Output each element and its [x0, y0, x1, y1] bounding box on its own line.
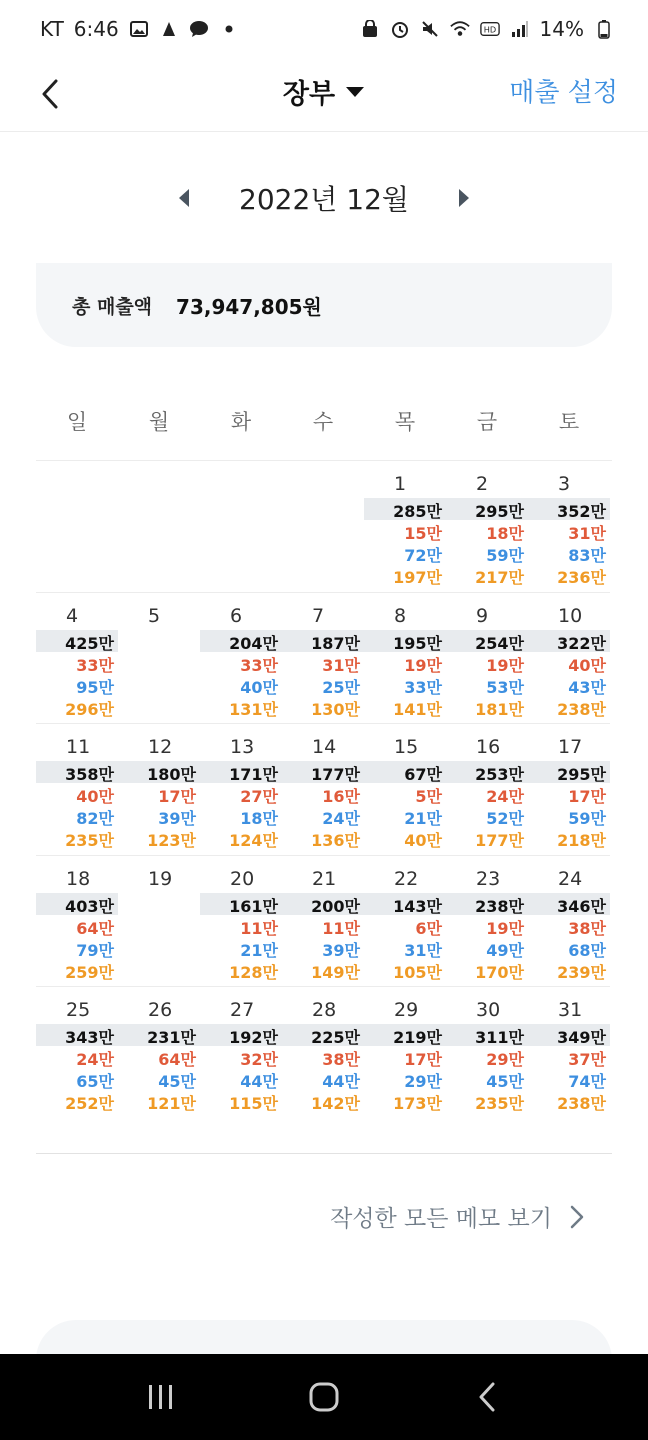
sales-amount-blue: 83만 — [568, 546, 606, 565]
sales-amount-red: 17만 — [158, 787, 196, 806]
sales-amount-blue: 72만 — [404, 546, 442, 565]
daily-total-sales: 349만 — [557, 1028, 606, 1047]
sales-calendar — [36, 460, 612, 1119]
sales-amount-red: 31만 — [568, 524, 606, 543]
sales-amount-blue: 53만 — [486, 677, 524, 697]
sales-amount-red: 6만 — [415, 918, 442, 938]
month-label: 2022년 12월 — [239, 183, 409, 216]
sales-amount-blue: 25만 — [322, 677, 360, 697]
sales-amount-orange: 173만 — [393, 1094, 442, 1113]
clock: 6:46 — [73, 17, 119, 41]
app-notification-icon — [159, 19, 179, 39]
sales-amount-red: 17만 — [404, 1050, 442, 1069]
sales-amount-orange: 115만 — [229, 1094, 278, 1113]
sales-amount-blue: 49만 — [486, 940, 524, 960]
sales-amount-orange: 238만 — [557, 1094, 606, 1113]
day-number: 30 — [476, 999, 501, 1021]
sales-amount-red: 64만 — [76, 918, 114, 938]
sales-amount-red: 40만 — [76, 787, 114, 806]
weekday-label: 월 — [148, 410, 170, 434]
sales-amount-orange: 128만 — [229, 962, 278, 982]
day-number: 4 — [66, 604, 79, 627]
caret-left-icon — [177, 188, 191, 208]
daily-total-sales: 177만 — [311, 765, 360, 784]
calendar-day-cell[interactable] — [36, 856, 118, 988]
sales-amount-orange: 105만 — [393, 962, 442, 982]
daily-total-sales: 322만 — [557, 633, 606, 653]
sales-amount-blue: 79만 — [76, 940, 114, 960]
calendar-day-cell[interactable] — [36, 987, 118, 1119]
daily-total-sales: 358만 — [65, 765, 114, 784]
sales-amount-red: 11만 — [240, 918, 278, 938]
sales-amount-orange: 124만 — [229, 831, 278, 850]
signal-icon — [510, 19, 530, 39]
sales-amount-orange: 238만 — [557, 699, 606, 719]
calendar-empty-cell — [282, 461, 364, 593]
daily-total-sales: 311만 — [475, 1028, 524, 1047]
sales-amount-blue: 44만 — [240, 1072, 278, 1091]
sales-amount-blue: 39만 — [322, 940, 360, 960]
daily-total-sales: 295만 — [475, 502, 524, 521]
sales-amount-orange: 136만 — [311, 831, 360, 850]
day-number: 1 — [394, 473, 407, 495]
sales-amount-orange: 235만 — [475, 1094, 524, 1113]
divider — [36, 1153, 612, 1154]
day-number: 29 — [394, 999, 419, 1021]
weekday-label: 수 — [312, 410, 334, 434]
system-nav-bar — [0, 1354, 648, 1440]
sales-amount-red: 33만 — [76, 655, 114, 675]
calendar-day-cell[interactable] — [364, 461, 446, 593]
calendar-day-cell[interactable] — [118, 724, 200, 856]
sales-amount-blue: 68만 — [568, 940, 606, 960]
daily-total-sales: 343만 — [65, 1028, 114, 1047]
sales-amount-red: 19만 — [404, 655, 442, 675]
daily-total-sales: 238만 — [475, 896, 524, 916]
hd-icon — [480, 19, 500, 39]
prev-month-button[interactable] — [169, 178, 199, 218]
next-month-button[interactable] — [449, 178, 479, 218]
day-number: 6 — [230, 604, 243, 627]
day-number: 9 — [476, 604, 489, 627]
calendar-day-cell[interactable] — [282, 724, 364, 856]
day-number: 7 — [312, 604, 325, 627]
sales-amount-blue: 52만 — [486, 809, 524, 828]
sales-amount-orange: 217만 — [475, 568, 524, 587]
sales-amount-orange: 123만 — [147, 831, 196, 850]
chat-icon — [189, 19, 209, 39]
daily-total-sales: 187만 — [311, 633, 360, 653]
sales-amount-blue: 59만 — [568, 809, 606, 828]
recents-icon — [146, 1384, 176, 1410]
chevron-right-icon — [570, 1205, 584, 1229]
battery-percent: 14% — [539, 17, 584, 41]
daily-total-sales: 143만 — [393, 896, 442, 916]
calendar-day-cell[interactable] — [364, 724, 446, 856]
calendar-day-cell[interactable] — [200, 987, 282, 1119]
sales-amount-red: 40만 — [568, 655, 606, 675]
sales-amount-blue: 43만 — [568, 677, 606, 697]
sales-amount-red: 17만 — [568, 787, 606, 806]
day-number: 25 — [66, 999, 91, 1021]
calendar-day-cell[interactable] — [36, 724, 118, 856]
recent-apps-button[interactable] — [131, 1367, 191, 1427]
sales-amount-red: 38만 — [568, 918, 606, 938]
battery-icon — [594, 19, 614, 39]
home-button[interactable] — [294, 1367, 354, 1427]
day-number: 26 — [148, 999, 173, 1021]
sales-amount-red: 18만 — [486, 524, 524, 543]
day-number: 21 — [312, 867, 337, 890]
sales-amount-red: 38만 — [322, 1050, 360, 1069]
total-sales-label: 총 매출액 — [72, 295, 153, 318]
sales-amount-orange: 259만 — [65, 962, 114, 982]
calendar-day-cell[interactable] — [282, 856, 364, 988]
calendar-day-cell[interactable] — [446, 724, 528, 856]
sales-amount-blue: 18만 — [240, 809, 278, 828]
sales-amount-orange: 177만 — [475, 831, 524, 850]
daily-total-sales: 403만 — [65, 896, 114, 916]
sales-amount-orange: 142만 — [311, 1094, 360, 1113]
daily-total-sales: 295만 — [557, 765, 606, 784]
status-right — [360, 17, 614, 41]
sales-amount-blue: 21만 — [404, 809, 442, 828]
sales-amount-blue: 44만 — [322, 1072, 360, 1091]
sales-amount-red: 37만 — [568, 1050, 606, 1069]
sales-amount-orange: 121만 — [147, 1094, 196, 1113]
sales-amount-blue: 31만 — [404, 940, 442, 960]
day-number: 27 — [230, 999, 255, 1021]
day-number: 12 — [148, 736, 173, 758]
day-number: 14 — [312, 736, 337, 758]
weekday-label: 토 — [558, 410, 580, 434]
sales-amount-red: 32만 — [240, 1050, 278, 1069]
calendar-day-cell[interactable] — [364, 593, 446, 725]
day-number: 2 — [476, 473, 489, 495]
daily-total-sales: 67만 — [404, 765, 442, 784]
daily-total-sales: 180만 — [147, 765, 196, 784]
day-number: 24 — [558, 867, 583, 890]
day-number: 31 — [558, 999, 583, 1021]
sales-amount-blue: 59만 — [486, 546, 524, 565]
daily-total-sales: 219만 — [393, 1028, 442, 1047]
day-number: 3 — [558, 473, 571, 495]
sales-amount-red: 15만 — [404, 524, 442, 543]
day-number: 22 — [394, 867, 419, 890]
daily-total-sales: 352만 — [557, 502, 606, 521]
sales-amount-red: 5만 — [415, 787, 442, 806]
day-number: 10 — [558, 604, 583, 627]
page-title: 장부 — [282, 79, 336, 110]
calendar-day-cell[interactable] — [364, 987, 446, 1119]
calendar-day-cell[interactable] — [200, 724, 282, 856]
daily-total-sales: 171만 — [229, 765, 278, 784]
more-dot-icon — [219, 19, 239, 39]
vpn-icon — [360, 19, 380, 39]
sales-amount-blue: 82만 — [76, 809, 114, 828]
sales-amount-blue: 65만 — [76, 1072, 114, 1091]
day-number: 23 — [476, 867, 501, 890]
sales-amount-orange: 197만 — [393, 568, 442, 587]
calendar-empty-cell — [118, 461, 200, 593]
weekday-header — [36, 400, 612, 444]
calendar-day-cell[interactable] — [282, 593, 364, 725]
sales-amount-red: 11만 — [322, 918, 360, 938]
system-back-button[interactable] — [457, 1367, 517, 1427]
calendar-day-cell[interactable] — [200, 593, 282, 725]
calendar-day-cell[interactable] — [446, 593, 528, 725]
alarm-icon — [390, 19, 410, 39]
month-navigation — [0, 170, 648, 226]
day-number: 17 — [558, 736, 583, 758]
sales-amount-red: 31만 — [322, 655, 360, 675]
home-icon — [309, 1382, 339, 1412]
day-number: 5 — [148, 604, 161, 627]
weekday-label: 목 — [394, 410, 416, 434]
sales-amount-orange: 239만 — [557, 962, 606, 982]
sales-amount-blue: 29만 — [404, 1072, 442, 1091]
daily-total-sales: 253만 — [475, 765, 524, 784]
sales-amount-orange: 40만 — [404, 831, 442, 850]
daily-total-sales: 254만 — [475, 633, 524, 653]
status-left — [40, 17, 239, 41]
calendar-day-cell[interactable] — [118, 593, 200, 725]
view-all-memos-link[interactable] — [330, 1200, 584, 1233]
day-number: 19 — [148, 867, 173, 890]
day-number: 16 — [476, 736, 501, 758]
sales-amount-blue: 95만 — [76, 677, 114, 697]
day-number: 15 — [394, 736, 419, 758]
day-number: 13 — [230, 736, 255, 758]
daily-total-sales: 192만 — [229, 1028, 278, 1047]
sales-amount-orange: 296만 — [65, 699, 114, 719]
calendar-day-cell[interactable] — [446, 856, 528, 988]
calendar-empty-cell — [200, 461, 282, 593]
sales-amount-blue: 45만 — [158, 1072, 196, 1091]
day-number: 11 — [66, 736, 91, 758]
calendar-day-cell[interactable] — [118, 987, 200, 1119]
sales-amount-red: 19만 — [486, 655, 524, 675]
sales-amount-red: 24만 — [486, 787, 524, 806]
sales-amount-blue: 40만 — [240, 677, 278, 697]
sales-amount-red: 16만 — [322, 787, 360, 806]
sales-amount-red: 64만 — [158, 1050, 196, 1069]
mute-icon — [420, 19, 440, 39]
sales-amount-orange: 141만 — [393, 699, 442, 719]
calendar-day-cell[interactable] — [446, 987, 528, 1119]
calendar-day-cell[interactable] — [282, 987, 364, 1119]
sales-amount-orange: 236만 — [557, 568, 606, 587]
calendar-day-cell[interactable] — [36, 593, 118, 725]
calendar-day-cell[interactable] — [200, 856, 282, 988]
sales-settings-link[interactable]: 매출 설정 — [509, 78, 618, 108]
svg-text:HD: HD — [483, 24, 496, 35]
sales-amount-blue: 33만 — [404, 677, 442, 697]
sales-amount-orange: 149만 — [311, 962, 360, 982]
status-bar — [0, 0, 648, 58]
caret-right-icon — [457, 188, 471, 208]
calendar-day-cell[interactable] — [118, 856, 200, 988]
calendar-day-cell[interactable] — [528, 724, 610, 856]
weekday-label: 금 — [476, 410, 498, 434]
total-sales-card — [36, 263, 612, 347]
sales-amount-orange: 181만 — [475, 699, 524, 719]
gallery-icon — [129, 19, 149, 39]
calendar-day-cell[interactable] — [364, 856, 446, 988]
calendar-day-cell[interactable] — [528, 593, 610, 725]
sales-amount-orange: 130만 — [311, 699, 360, 719]
sales-amount-orange: 235만 — [65, 831, 114, 850]
carrier-label: KT — [40, 17, 64, 41]
sales-amount-orange: 131만 — [229, 699, 278, 719]
weekday-label: 일 — [66, 410, 88, 434]
day-number: 8 — [394, 604, 407, 627]
memo-link-label: 작성한 모든 메모 보기 — [330, 1206, 552, 1232]
daily-total-sales: 285만 — [393, 502, 442, 521]
sales-amount-red: 24만 — [76, 1050, 114, 1069]
sales-amount-blue: 74만 — [568, 1072, 606, 1091]
sales-amount-red: 27만 — [240, 787, 278, 806]
daily-total-sales: 204만 — [229, 633, 278, 653]
day-number: 20 — [230, 867, 255, 890]
daily-total-sales: 200만 — [311, 896, 360, 916]
daily-total-sales: 225만 — [311, 1028, 360, 1047]
sales-amount-blue: 45만 — [486, 1072, 524, 1091]
calendar-empty-cell — [36, 461, 118, 593]
sales-amount-red: 33만 — [240, 655, 278, 675]
sales-amount-blue: 39만 — [158, 809, 196, 828]
day-number: 28 — [312, 999, 337, 1021]
sales-amount-orange: 218만 — [557, 831, 606, 850]
sales-amount-blue: 21만 — [240, 940, 278, 960]
calendar-day-cell[interactable] — [446, 461, 528, 593]
daily-total-sales: 161만 — [229, 896, 278, 916]
total-sales-value: 73,947,805원 — [176, 294, 322, 319]
day-number: 18 — [66, 867, 91, 890]
weekday-label: 화 — [230, 410, 252, 434]
sales-amount-red: 29만 — [486, 1050, 524, 1069]
daily-total-sales: 231만 — [147, 1028, 196, 1047]
calendar-day-cell[interactable] — [528, 856, 610, 988]
daily-total-sales: 346만 — [557, 896, 606, 916]
sales-amount-red: 19만 — [486, 918, 524, 938]
back-icon — [477, 1382, 497, 1412]
sales-amount-orange: 252만 — [65, 1094, 114, 1113]
wifi-icon — [450, 19, 470, 39]
sales-amount-orange: 170만 — [475, 962, 524, 982]
calendar-day-cell[interactable] — [528, 461, 610, 593]
daily-total-sales: 425만 — [65, 633, 114, 653]
app-header — [0, 58, 648, 132]
sales-amount-blue: 24만 — [322, 809, 360, 828]
calendar-day-cell[interactable] — [528, 987, 610, 1119]
daily-total-sales: 195만 — [393, 633, 442, 653]
caret-down-icon — [345, 85, 365, 99]
